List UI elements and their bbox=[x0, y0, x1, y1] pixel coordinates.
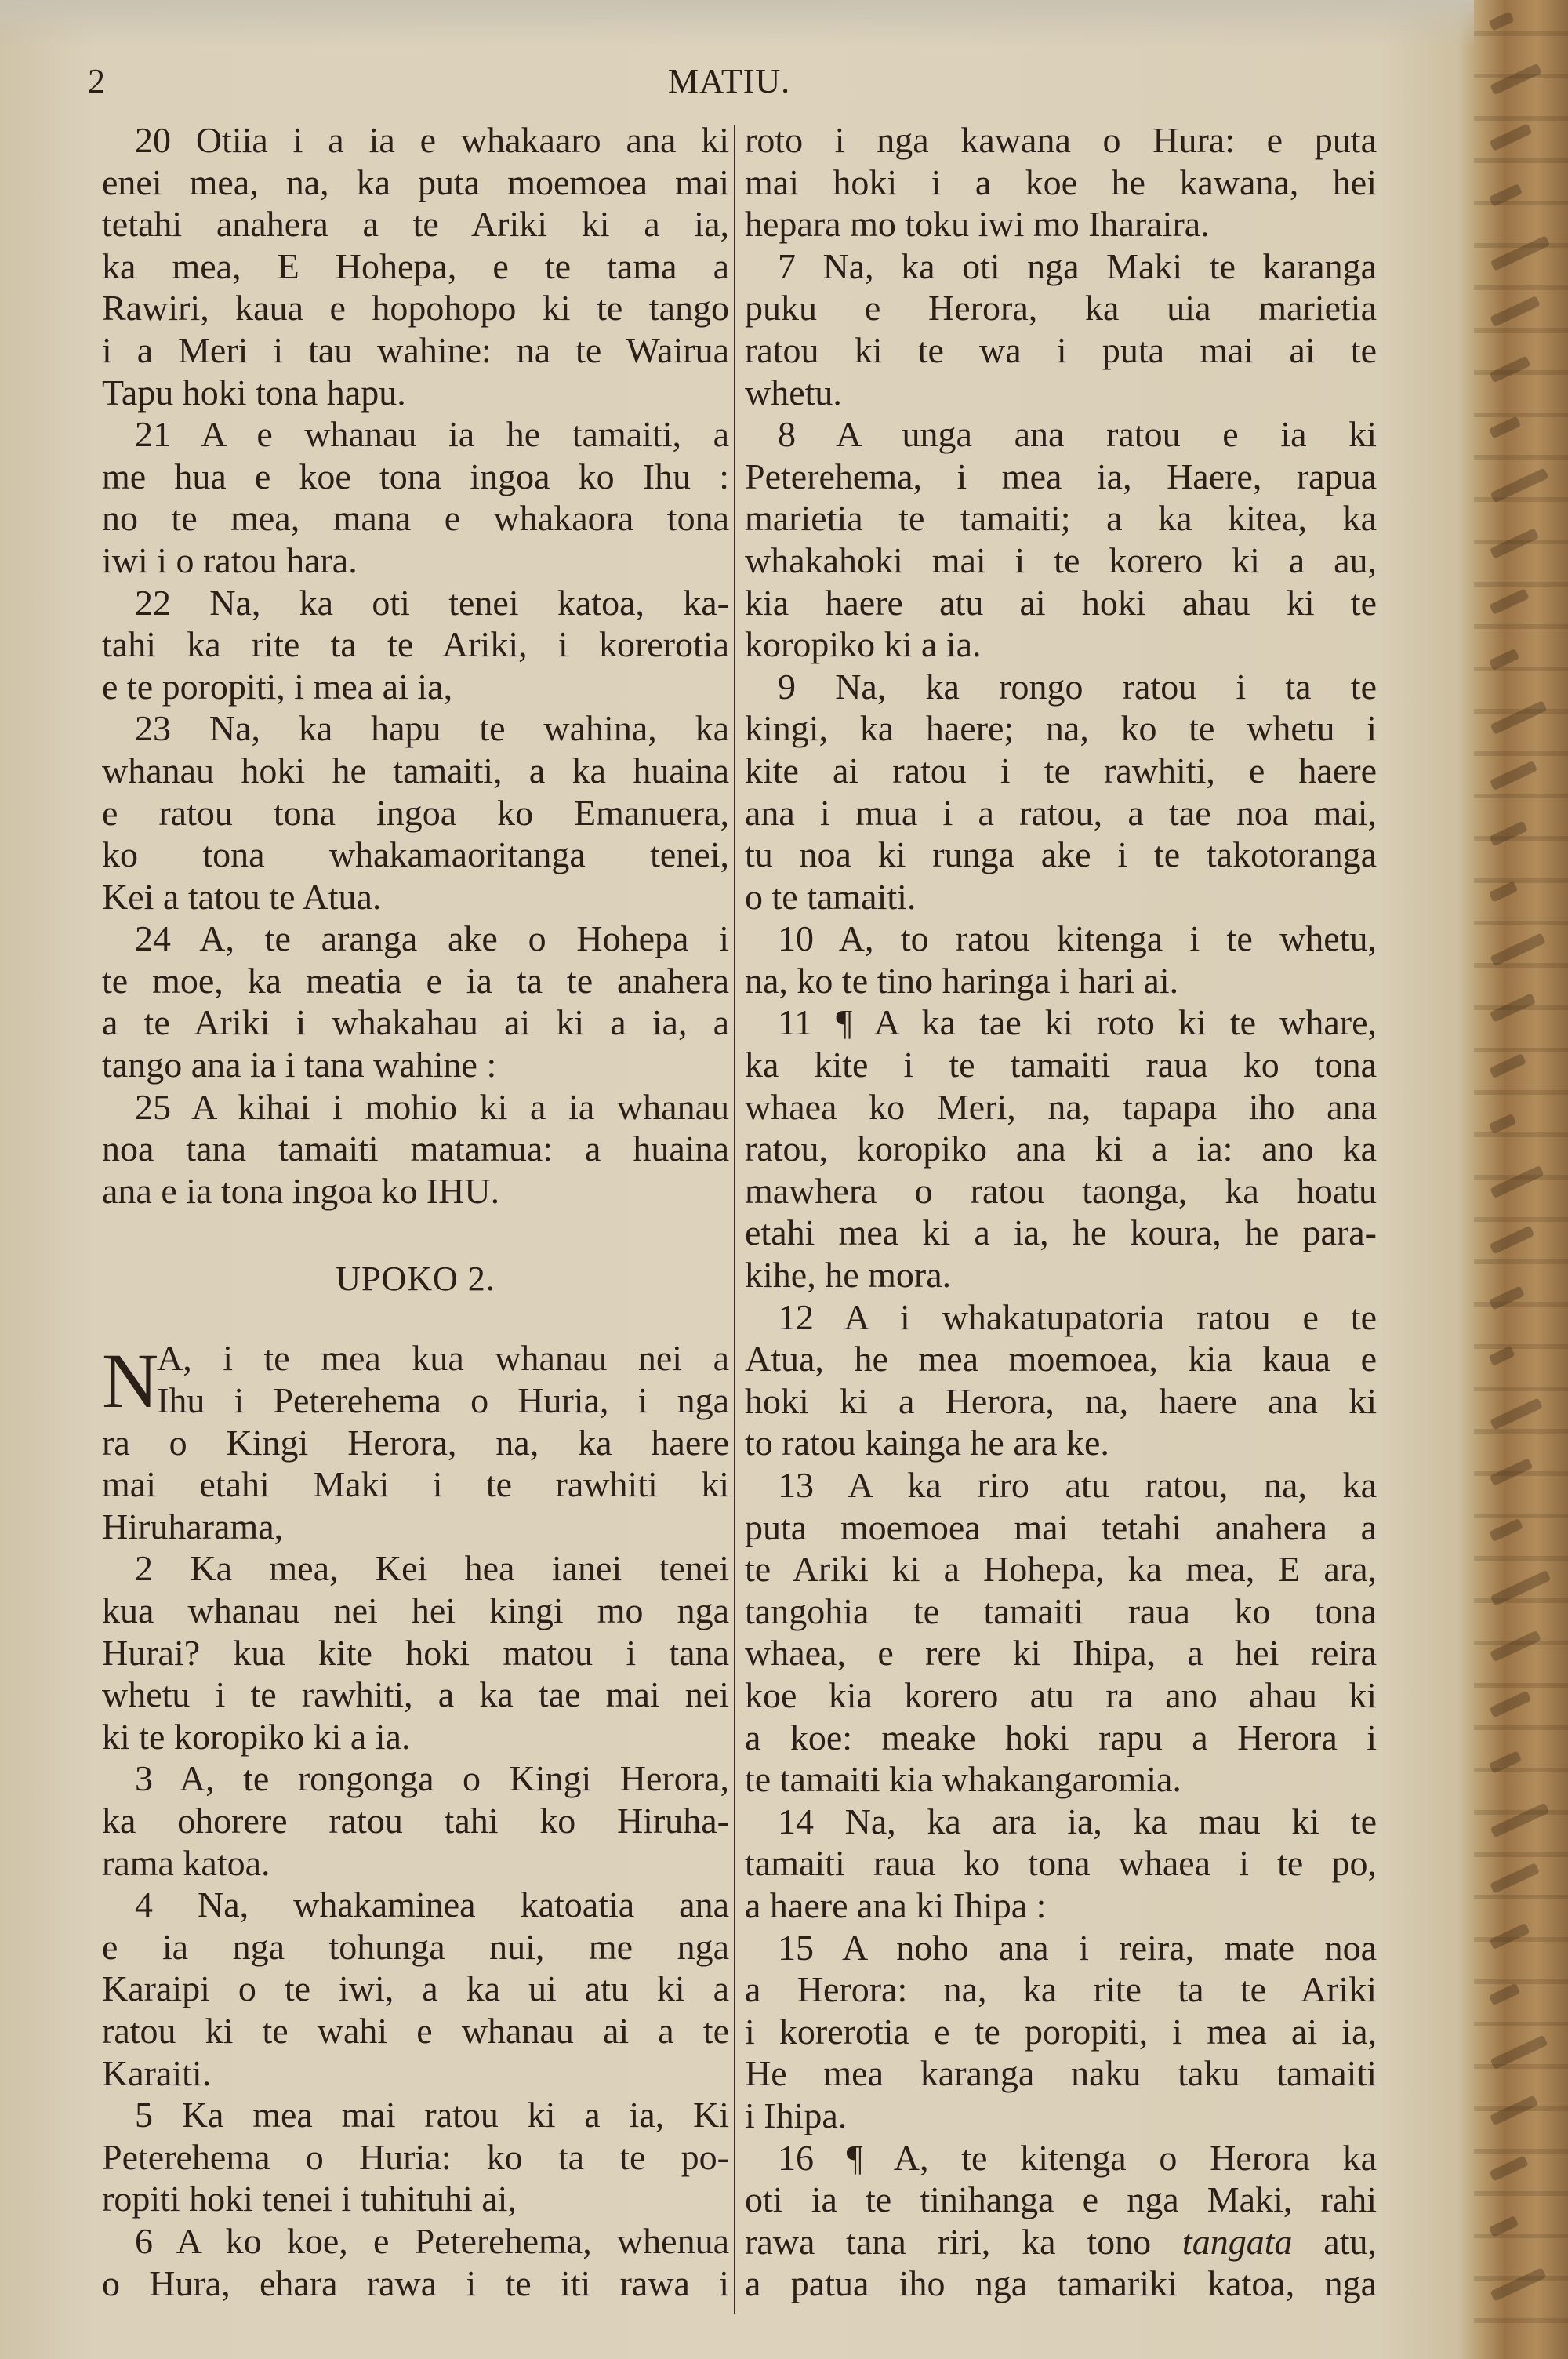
text-line: Kei a tatou te Atua. bbox=[102, 876, 382, 917]
text-line: kingi, ka haere; na, ko te whetu i bbox=[745, 708, 1377, 749]
text-line: whetu i te rawhiti, a ka tae mai nei bbox=[102, 1674, 729, 1715]
text-line: whaea, e rere ki Ihipa, a hei reira bbox=[745, 1633, 1377, 1674]
text-line: Atua, he mea moemoea, kia kaua e bbox=[745, 1339, 1377, 1379]
text-line: a koe: meake hoki rapu a Herora i bbox=[745, 1717, 1377, 1757]
text-line: e ia nga tohunga nui, me nga bbox=[102, 1926, 729, 1967]
text-segment: atu, bbox=[1292, 2221, 1377, 2262]
text-line: 22 Na, ka oti tenei katoa, ka- bbox=[135, 582, 729, 623]
text-line: puku e Herora, ka uia marietia bbox=[745, 288, 1377, 329]
text-line: tahi ka rite ta te Ariki, i korerotia bbox=[102, 624, 729, 665]
text-line: ratou ki te wa i puta mai ai te bbox=[745, 329, 1377, 370]
text-line: o te tamaiti. bbox=[745, 876, 916, 917]
text-line bbox=[745, 2221, 1377, 2263]
text-line: 25 A kihai i mohio ki a ia whanau bbox=[135, 1086, 729, 1127]
text-line: e ratou tona ingoa ko Emanuera, bbox=[102, 792, 729, 833]
text-line: koe kia korero atu ra ano ahau ki bbox=[745, 1674, 1377, 1715]
text-line: whetu. bbox=[745, 372, 842, 413]
text-line: tu noa ki runga ake i te takotoranga bbox=[745, 834, 1377, 875]
text-line: 6 A ko koe, e Peterehema, whenua bbox=[135, 2220, 729, 2261]
text-line: o Hura, ehara rawa i te iti rawa i bbox=[102, 2263, 729, 2303]
text-line: kia haere atu ai hoki ahau ki te bbox=[745, 582, 1377, 623]
text-line: kite ai ratou i te rawhiti, e haere bbox=[745, 750, 1377, 791]
chapter-heading: UPOKO 2. bbox=[336, 1259, 495, 1299]
verse-paragraph bbox=[745, 1001, 1377, 1296]
text-line: Hurai? kua kite hoki matou i tana bbox=[102, 1632, 729, 1673]
text-line: oti ia te tinihanga e nga Maki, rahi bbox=[745, 2179, 1377, 2220]
text-line: tangohia te tamaiti raua ko tona bbox=[745, 1590, 1377, 1631]
text-line: etahi mea ki a ia, he koura, he para- bbox=[745, 1212, 1377, 1253]
text-line: noa tana tamaiti matamua: a huaina bbox=[102, 1129, 729, 1169]
text-line: 11 ¶ A ka tae ki roto ki te whare, bbox=[778, 1002, 1377, 1043]
text-line: 14 Na, ka ara ia, ka mau ki te bbox=[778, 1801, 1377, 1841]
text-line: 23 Na, ka hapu te wahina, ka bbox=[135, 708, 729, 749]
verse-paragraph bbox=[102, 1086, 729, 1212]
text-line: tetahi anahera a te Ariki ki a ia, bbox=[102, 204, 729, 245]
text-line: ko tona whakamaoritanga tenei, bbox=[102, 834, 729, 875]
text-line: Karaipi o te iwi, a ka ui atu ki a bbox=[102, 1968, 729, 2009]
text-line: ra o Kingi Herora, na, ka haere bbox=[102, 1422, 729, 1463]
verse-paragraph bbox=[102, 1884, 729, 2094]
text-line: roto i nga kawana o Hura: e puta bbox=[745, 120, 1377, 160]
text-line: i a Meri i tau wahine: na te Wairua bbox=[102, 329, 729, 370]
text-line: 21 A e whanau ia he tamaiti, a bbox=[135, 414, 729, 455]
text-line: 16 ¶ A, te kitenga o Herora ka bbox=[778, 2137, 1377, 2178]
text-line: 24 A, te aranga ake o Hohepa i bbox=[135, 918, 729, 959]
text-line: me hua e koe tona ingoa ko Ihu : bbox=[102, 456, 729, 496]
text-line: Ihu i Peterehema o Huria, i nga bbox=[157, 1380, 729, 1421]
text-line: a Herora: na, ka rite ta te Ariki bbox=[745, 1969, 1377, 2010]
right-column bbox=[745, 119, 1377, 2305]
text-line: ka ohorere ratou tahi ko Hiruha- bbox=[102, 1800, 729, 1841]
text-line: ka mea, E Hohepa, e te tama a bbox=[102, 245, 729, 286]
text-line: 4 Na, whakaminea katoatia ana bbox=[135, 1885, 729, 1925]
text-line: ana i mua i a ratou, a tae noa mai, bbox=[745, 792, 1377, 833]
text-line: hoki ki a Herora, na, haere ana ki bbox=[745, 1380, 1377, 1421]
verse-paragraph bbox=[102, 707, 729, 918]
verse-paragraph bbox=[745, 1296, 1377, 1464]
text-line: kihe, he mora. bbox=[745, 1255, 952, 1296]
text-line: ki te koropiko ki a ia. bbox=[102, 1716, 411, 1757]
verse-paragraph bbox=[102, 413, 729, 581]
drop-cap: N bbox=[102, 1337, 159, 1425]
verse-paragraph bbox=[102, 582, 729, 708]
page-top-shadow bbox=[0, 0, 1474, 47]
text-line: a te Ariki i whakahau ai ki a ia, a bbox=[102, 1002, 729, 1043]
text-line: Peterehema o Huria: ko ta te po- bbox=[102, 2136, 729, 2177]
page-number: 2 bbox=[88, 62, 105, 100]
text-line: marietia te tamaiti; a ka kitea, ka bbox=[745, 498, 1377, 539]
text-line: Tapu hoki tona hapu. bbox=[102, 372, 406, 413]
verse-paragraph bbox=[745, 2137, 1377, 2305]
verse-paragraph bbox=[745, 666, 1377, 918]
left-column bbox=[102, 119, 729, 2304]
text-segment: rawa tana riri, ka tono bbox=[745, 2221, 1182, 2262]
verse-paragraph bbox=[745, 413, 1377, 666]
text-line: to ratou kainga he ara ke. bbox=[745, 1423, 1109, 1463]
text-line: whaea ko Meri, na, tapapa iho ana bbox=[745, 1086, 1377, 1127]
text-line: no te mea, mana e whakaora tona bbox=[102, 498, 729, 539]
text-line: hepara mo toku iwi mo Iharaira. bbox=[745, 204, 1210, 245]
text-line: 7 Na, ka oti nga Maki te karanga bbox=[778, 245, 1377, 286]
text-line: mawhera o ratou taonga, ka hoatu bbox=[745, 1170, 1377, 1211]
text-line: ropiti hoki tenei i tuhituhi ai, bbox=[102, 2179, 517, 2219]
verse-paragraph bbox=[745, 1927, 1377, 2137]
text-line: iwi i o ratou hara. bbox=[102, 540, 358, 580]
text-line: 15 A noho ana i reira, mate noa bbox=[778, 1927, 1377, 1968]
italic-word: tangata bbox=[1181, 2221, 1293, 2262]
text-line: 9 Na, ka rongo ratou i ta te bbox=[778, 666, 1377, 707]
verse-paragraph bbox=[745, 1464, 1377, 1801]
text-line: Peterehema, i mea ia, Haere, rapua bbox=[745, 456, 1377, 496]
text-line: Karaiti. bbox=[102, 2052, 212, 2093]
text-line: e te poropiti, i mea ai ia, bbox=[102, 666, 453, 707]
text-line: rama katoa. bbox=[102, 1842, 270, 1883]
text-line: ana e ia tona ingoa ko IHU. bbox=[102, 1170, 500, 1211]
verse-paragraph bbox=[745, 1801, 1377, 1927]
text-line: tamaiti raua ko tona whaea i te po, bbox=[745, 1843, 1377, 1884]
text-line: i korerotia e te poropiti, i mea ai ia, bbox=[745, 2011, 1377, 2052]
verse-paragraph bbox=[102, 119, 729, 413]
text-line: puta moemoea mai tetahi anahera a bbox=[745, 1507, 1377, 1547]
text-line: a patua iho nga tamariki katoa, nga bbox=[745, 2263, 1377, 2304]
text-line: te tamaiti kia whakangaromia. bbox=[745, 1759, 1181, 1800]
text-line: Rawiri, kaua e hopohopo ki te tango bbox=[102, 288, 729, 329]
text-line: 3 A, te rongonga o Kingi Herora, bbox=[135, 1758, 729, 1799]
text-line: 5 Ka mea mai ratou ki a ia, Ki bbox=[135, 2095, 729, 2135]
text-line: i Ihipa. bbox=[745, 2095, 848, 2135]
verse-paragraph bbox=[745, 119, 1377, 245]
text-line: na, ko te tino haringa i hari ai. bbox=[745, 960, 1179, 1001]
text-line: Hiruharama, bbox=[102, 1506, 284, 1547]
text-line: koropiko ki a ia. bbox=[745, 624, 982, 665]
text-line: 8 A unga ana ratou e ia ki bbox=[778, 414, 1377, 455]
verse-paragraph bbox=[745, 918, 1377, 1001]
text-line: te Ariki ki a Hohepa, ka mea, E ara, bbox=[745, 1549, 1377, 1590]
text-line: 10 A, to ratou kitenga i te whetu, bbox=[778, 918, 1377, 959]
text-line: kua whanau nei hei kingi mo nga bbox=[102, 1590, 729, 1630]
verse-paragraph bbox=[102, 2220, 729, 2304]
verse-paragraph bbox=[102, 918, 729, 1085]
text-line: 12 A i whakatupatoria ratou e te bbox=[778, 1296, 1377, 1337]
verse-paragraph bbox=[102, 1757, 729, 1884]
text-line: mai hoki i a koe he kawana, hei bbox=[745, 162, 1377, 202]
text-line: ka kite i te tamaiti raua ko tona bbox=[745, 1045, 1377, 1085]
column-divider bbox=[734, 125, 735, 2314]
text-line: He mea karanga naku taku tamaiti bbox=[745, 2053, 1377, 2094]
text-line: 2 Ka mea, Kei hea ianei tenei bbox=[135, 1548, 729, 1589]
text-line: 20 Otiia i a ia e whakaaro ana ki bbox=[135, 120, 729, 160]
text-line: enei mea, na, ka puta moemoea mai bbox=[102, 162, 729, 202]
text-line: a haere ana ki Ihipa : bbox=[745, 1885, 1047, 1925]
text-line: ratou ki te wahi e whanau ai a te bbox=[102, 2010, 729, 2051]
text-line: mai etahi Maki i te rawhiti ki bbox=[102, 1464, 729, 1505]
running-title: MATIU. bbox=[667, 62, 791, 100]
text-line: 13 A ka riro atu ratou, na, ka bbox=[778, 1465, 1377, 1505]
text-line: whakahoki mai i te korero ki a au, bbox=[745, 540, 1377, 580]
text-line: te moe, ka meatia e ia ta te anahera bbox=[102, 960, 729, 1001]
text-line: A, i te mea kua whanau nei a bbox=[157, 1338, 729, 1379]
chapter-opening-paragraph bbox=[102, 1337, 729, 1547]
text-line: ratou, koropiko ana ki a ia: ano ka bbox=[745, 1129, 1377, 1169]
text-line: tango ana ia i tana wahine : bbox=[102, 1045, 497, 1085]
text-line: whanau hoki he tamaiti, a ka huaina bbox=[102, 750, 729, 791]
verse-paragraph bbox=[745, 245, 1377, 413]
verse-paragraph bbox=[102, 2094, 729, 2220]
verse-paragraph bbox=[102, 1547, 729, 1757]
